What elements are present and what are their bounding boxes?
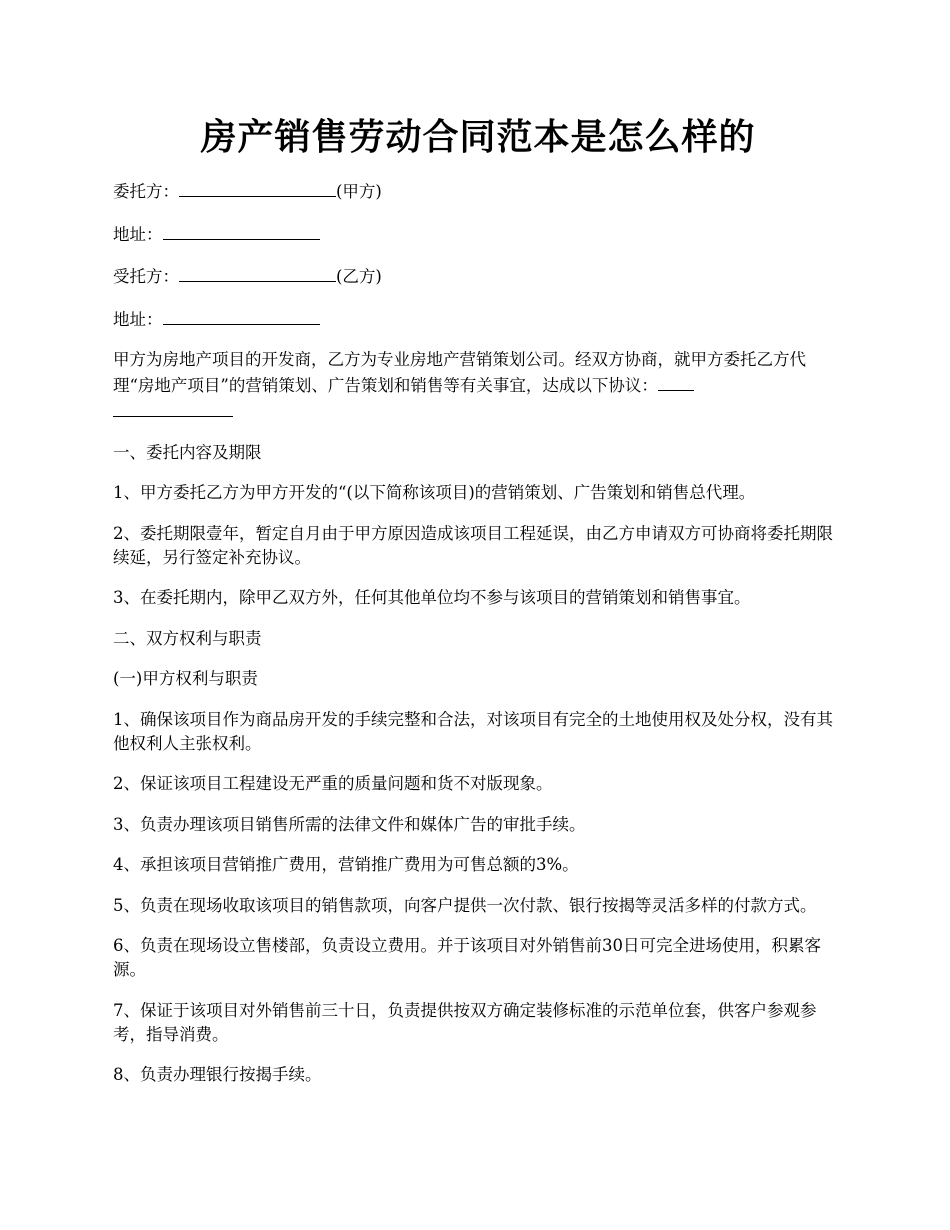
party-a-label: 委托方： bbox=[113, 182, 179, 201]
party-b-label: 受托方： bbox=[113, 267, 179, 286]
section-1-item-2: 2、委托期限壹年，暂定自月由于甲方原因造成该项目工程延误，由乙方申请双方可协商将委托期限续延，另行签定补充协议。 bbox=[113, 523, 833, 567]
subsection-a-heading: (一)甲方权利与职责 bbox=[113, 669, 258, 688]
party-b-line bbox=[113, 263, 843, 289]
section-1-heading: 一、委托内容及期限 bbox=[113, 442, 262, 462]
party-a-duty-4: 4、承担该项目营销推广费用，营销推广费用为可售总额的3%。 bbox=[113, 855, 579, 874]
party-a-duty-1: 1、确保该项目作为商品房开发的手续完整和合法，对该项目有完全的土地使用权及处分权，没有其他权利人主张权利。 bbox=[113, 709, 833, 753]
section-1-item-1: 1、甲方委托乙方为甲方开发的“(以下简称该项目)的营销策划、广告策划和销售总代理。 bbox=[113, 483, 756, 502]
party-a-address-line bbox=[113, 221, 843, 247]
document-page bbox=[113, 110, 843, 1104]
party-a-duty-5: 5、负责在现场收取该项目的销售款项，向客户提供一次付款、银行按揭等灵活多样的付款方式。 bbox=[113, 895, 817, 915]
document-title: 房产销售劳动合同范本是怎么样的 bbox=[200, 116, 756, 158]
party-a-suffix: (甲方) bbox=[336, 182, 382, 201]
intro-paragraph bbox=[113, 348, 843, 424]
party-a-line bbox=[113, 178, 843, 204]
party-b-address-line bbox=[113, 306, 843, 332]
party-a-duty-6: 6、负责在现场设立售楼部，负责设立费用。并于该项目对外销售前30日可完全进场使用，积累客源。 bbox=[113, 936, 821, 979]
section-2-heading: 二、双方权利与职责 bbox=[113, 628, 262, 648]
intro-text: 甲方为房地产项目的开发商，乙方为专业房地产营销策划公司。经双方协商，就甲方委托乙方代理“房地产项目”的营销策划、广告策划和销售等有关事宜，达成以下协议： bbox=[113, 350, 806, 395]
intro-blank-1 bbox=[658, 372, 694, 391]
party-b-blank bbox=[179, 263, 336, 282]
party-a-duty-2: 2、保证该项目工程建设无严重的质量问题和货不对版现象。 bbox=[113, 774, 553, 793]
party-a-duty-3: 3、负责办理该项目销售所需的法律文件和媒体广告的审批手续。 bbox=[113, 814, 586, 834]
section-1-item-3: 3、在委托期内，除甲乙双方外，任何其他单位均不参与该项目的营销策划和销售事宜。 bbox=[113, 588, 751, 607]
party-b-suffix: (乙方) bbox=[336, 267, 382, 286]
party-a-duty-8: 8、负责办理银行按揭手续。 bbox=[113, 1065, 322, 1084]
address-blank-2 bbox=[163, 306, 320, 325]
address-label-1: 地址： bbox=[113, 224, 163, 244]
address-blank-1 bbox=[163, 221, 320, 240]
party-a-blank bbox=[179, 178, 336, 197]
party-a-duty-7: 7、保证于该项目对外销售前三十日，负责提供按双方确定装修标准的示范单位套，供客户参观参考，指导消费。 bbox=[113, 1000, 817, 1044]
address-label-2: 地址： bbox=[113, 309, 163, 329]
intro-blank-2 bbox=[113, 398, 233, 417]
